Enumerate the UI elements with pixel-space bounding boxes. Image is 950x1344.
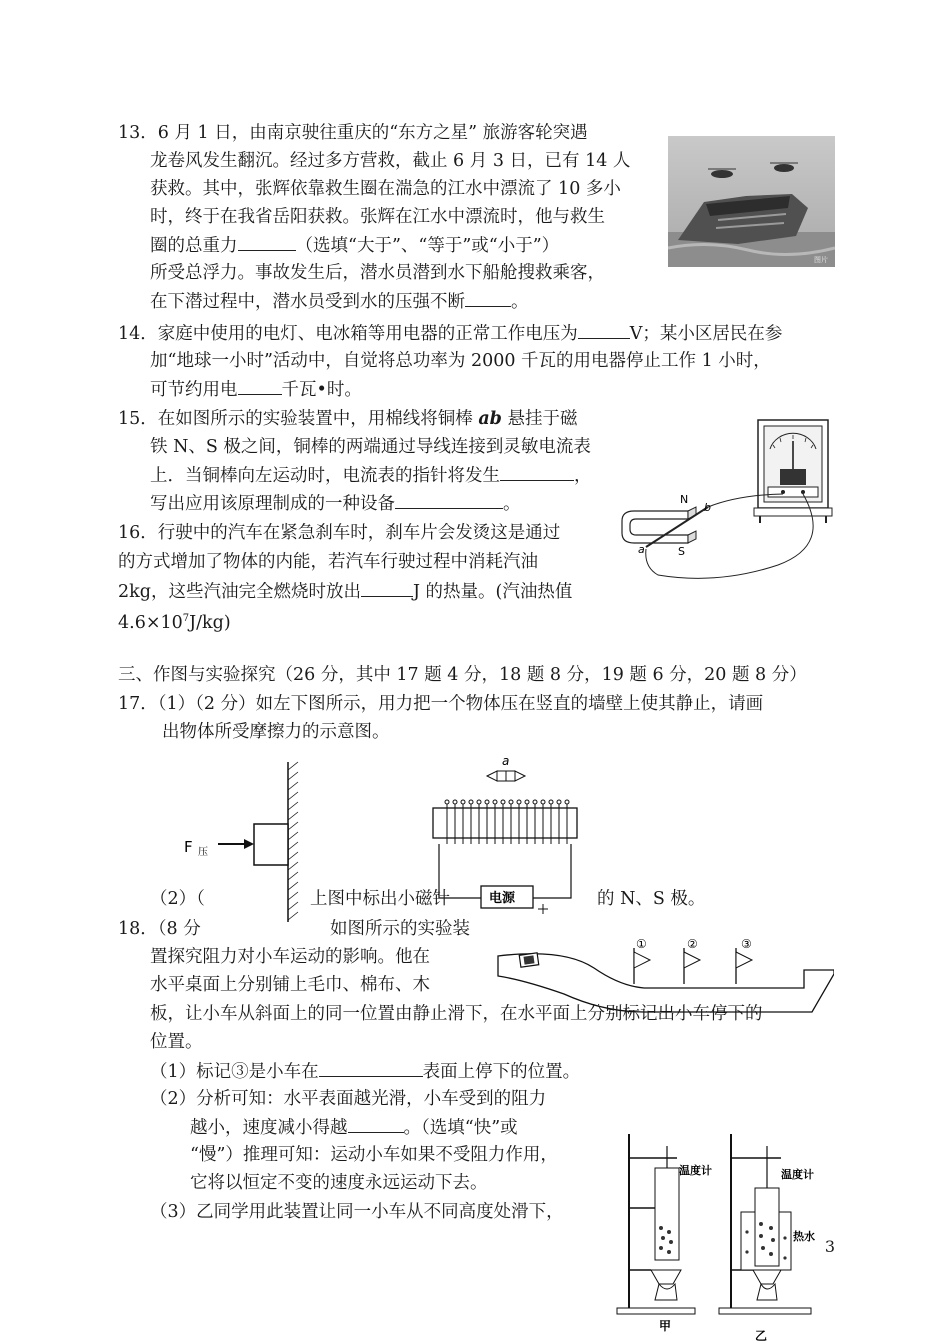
setup-jia-label: 甲 xyxy=(659,1319,672,1333)
flag-icon xyxy=(736,952,752,968)
q18-line2: 置探究阻力对小车运动的影响。他在 xyxy=(150,947,430,967)
q16-line3-b: J 的热量。(汽油热值 xyxy=(412,582,573,602)
block xyxy=(254,824,288,865)
q16-exponent: 7 xyxy=(182,613,190,624)
q14-line2: 加“地球一小时”活动中，自觉将总功率为 2000 千瓦的用电器停止工作 1 小时， xyxy=(150,351,771,371)
q18-sub1-b: 表面上停下的位置。 xyxy=(422,1062,581,1082)
q14-line3 xyxy=(150,378,362,401)
q18-sub2-line2 xyxy=(190,1116,518,1139)
force-subscript: 压 xyxy=(198,847,208,858)
power-source-label: 电源 xyxy=(489,891,516,906)
q14-line1 xyxy=(118,322,782,345)
rod-end-b-label: b xyxy=(704,501,711,514)
q17-part2-c: 的 N、S 极。 xyxy=(597,889,706,909)
q18-line1-a: 18．（8 分 xyxy=(118,919,201,939)
q18-sub2-line3: “慢”）推理可知：运动小车如果不受阻力作用， xyxy=(190,1145,558,1165)
q17-line2: 出物体所受摩擦力的示意图。 xyxy=(162,722,390,742)
photo-watermark: 图片 xyxy=(814,256,828,264)
answer-blank[interactable] xyxy=(465,290,511,307)
flag-2-label: ② xyxy=(687,937,698,951)
q15-line2: 铁 N、S 极之间，铜棒的两端通过导线连接到灵敏电流表 xyxy=(150,437,591,457)
helicopter-icon xyxy=(774,164,794,172)
q15-line4-b: 。 xyxy=(503,494,521,514)
rod-end-a-label: a xyxy=(638,543,645,556)
q13-line5-a: 圈的总重力 xyxy=(150,236,238,256)
q16-line3 xyxy=(118,580,572,603)
q16-line4 xyxy=(118,608,231,634)
q18-sub1-a: （1）标记③是小车在 xyxy=(150,1062,319,1082)
flag-icon xyxy=(684,952,700,968)
q18-line3: 水平桌面上分别铺上毛巾、棉布、木 xyxy=(150,975,430,995)
q18-sub3: （3）乙同学用此装置让同一小车从不同高度处滑下， xyxy=(150,1202,564,1222)
lamp-icon xyxy=(757,1284,777,1300)
q13-line5-b: （选填“大于”、“等于”或“小于”） xyxy=(295,236,560,256)
q14-line1-a: 14．家庭中使用的电灯、电冰箱等用电器的正常工作电压为 xyxy=(118,324,578,344)
answer-blank[interactable] xyxy=(361,580,413,597)
q18-line4: 板，让小车从斜面上的同一位置由静止滑下，在水平面上分别标记出小车停下的 xyxy=(150,1004,763,1024)
q13-line7-b: 。 xyxy=(511,292,529,312)
answer-blank[interactable] xyxy=(395,492,503,509)
q18-sub2-line1: （2）分析可知：水平表面越光滑，小车受到的阻力 xyxy=(150,1089,547,1109)
q15-line4 xyxy=(150,492,521,515)
q15-line1-c: 悬挂于磁 xyxy=(501,409,578,429)
q13-line7 xyxy=(150,290,529,313)
flag-icon xyxy=(634,952,650,968)
setup-yi-label: 乙 xyxy=(755,1329,768,1342)
q15-line1-a: 15．在如图所示的实验装置中，用棉线将铜棒 xyxy=(118,409,479,429)
q15-line3-b: ， xyxy=(574,466,592,486)
magnet-s-label: S xyxy=(678,545,685,558)
q18-sub2-c: 。（选填“快”或 xyxy=(403,1118,518,1138)
q16-line3-a: 2kg，这些汽油完全燃烧时放出 xyxy=(118,582,361,602)
q15-ab: ab xyxy=(478,409,502,429)
q17-line1: 17．（1）（2 分）如左下图所示，用力把一个物体压在竖直的墙壁上使其静止，请画 xyxy=(118,694,764,714)
q15-line4-a: 写出应用该原理制成的一种设备 xyxy=(150,494,395,514)
q14-line3-a: 可节约用电 xyxy=(150,380,238,400)
q18-sub2-b: 越小，速度减小得越 xyxy=(190,1118,348,1138)
q17-part2-b: 上图中标出小磁针 xyxy=(310,889,450,909)
q13-line3: 获救。其中，张辉依靠救生圈在湍急的江水中漂流了 10 多小 xyxy=(150,179,621,199)
helicopter-icon xyxy=(711,170,733,178)
section-3-heading: 三、作图与实验探究（26 分，其中 17 题 4 分，18 题 8 分，19 题 6 分，20 题 8 分） xyxy=(118,665,807,685)
q18-line5: 位置。 xyxy=(150,1032,203,1052)
flag-1-label: ① xyxy=(636,937,647,951)
heating-apparatus-figure xyxy=(615,1128,830,1342)
answer-blank[interactable] xyxy=(500,464,574,481)
q13-line6: 所受总浮力。事故发生后，潜水员潜到水下船舱搜救乘客， xyxy=(150,263,605,283)
q18-sub2-line4: 它将以恒定不变的速度永远运动下去。 xyxy=(190,1173,488,1193)
thermometer-label-1: 温度计 xyxy=(679,1164,712,1177)
thermometer-label-2: 温度计 xyxy=(781,1168,814,1181)
q15-line1 xyxy=(118,408,577,430)
answer-blank[interactable] xyxy=(238,378,282,395)
q18-sub1 xyxy=(150,1060,580,1083)
page-number: 3 xyxy=(824,1237,835,1256)
q13-line7-a: 在下潜过程中，潜水员受到水的压强不断 xyxy=(150,292,465,312)
q17-part2-a: （2）（ xyxy=(150,889,205,909)
force-label: F xyxy=(184,838,193,856)
q14-line3-b: 千瓦•时。 xyxy=(281,380,362,400)
answer-blank[interactable] xyxy=(348,1116,404,1133)
magnet-n-label: N xyxy=(680,493,689,506)
capsized-ship-photo xyxy=(668,136,835,267)
answer-blank[interactable] xyxy=(238,234,296,251)
q13-line2: 龙卷风发生翻沉。经过多方营救，截止 6 月 3 日，已有 14 人 xyxy=(150,151,631,171)
q16-line2: 的方式增加了物体的内能，若汽车行驶过程中消耗汽油 xyxy=(118,552,538,572)
q13-line1: 13．6 月 1 日，由南京驶往重庆的“东方之星” 旅游客轮突遇 xyxy=(118,123,588,143)
arrow-right-icon xyxy=(244,839,254,849)
electromagnetic-induction-figure xyxy=(618,415,838,590)
q16-line4-a: 4.6×10 xyxy=(118,612,183,633)
q15-line3 xyxy=(150,464,592,487)
answer-blank[interactable] xyxy=(319,1060,423,1077)
needle-label: a xyxy=(502,754,510,768)
q13-line5 xyxy=(150,234,559,257)
answer-blank[interactable] xyxy=(578,322,630,339)
hot-water-label: 热水 xyxy=(793,1230,815,1243)
q16-line1: 16．行驶中的汽车在紧急刹车时，刹车片会发烫这是通过 xyxy=(118,523,561,543)
q14-line1-b: V；某小区居民在参 xyxy=(629,324,783,344)
q16-line4-b: J/kg) xyxy=(189,612,231,633)
flag-3-label: ③ xyxy=(741,937,752,951)
q13-line4: 时，终于在我省岳阳获救。张辉在江水中漂流时，他与救生 xyxy=(150,207,605,227)
q18-line1-b: 如图所示的实验装 xyxy=(330,919,470,939)
q15-line3-a: 上．当铜棒向左运动时，电流表的指针将发生 xyxy=(150,466,500,486)
lamp-icon xyxy=(655,1284,677,1300)
